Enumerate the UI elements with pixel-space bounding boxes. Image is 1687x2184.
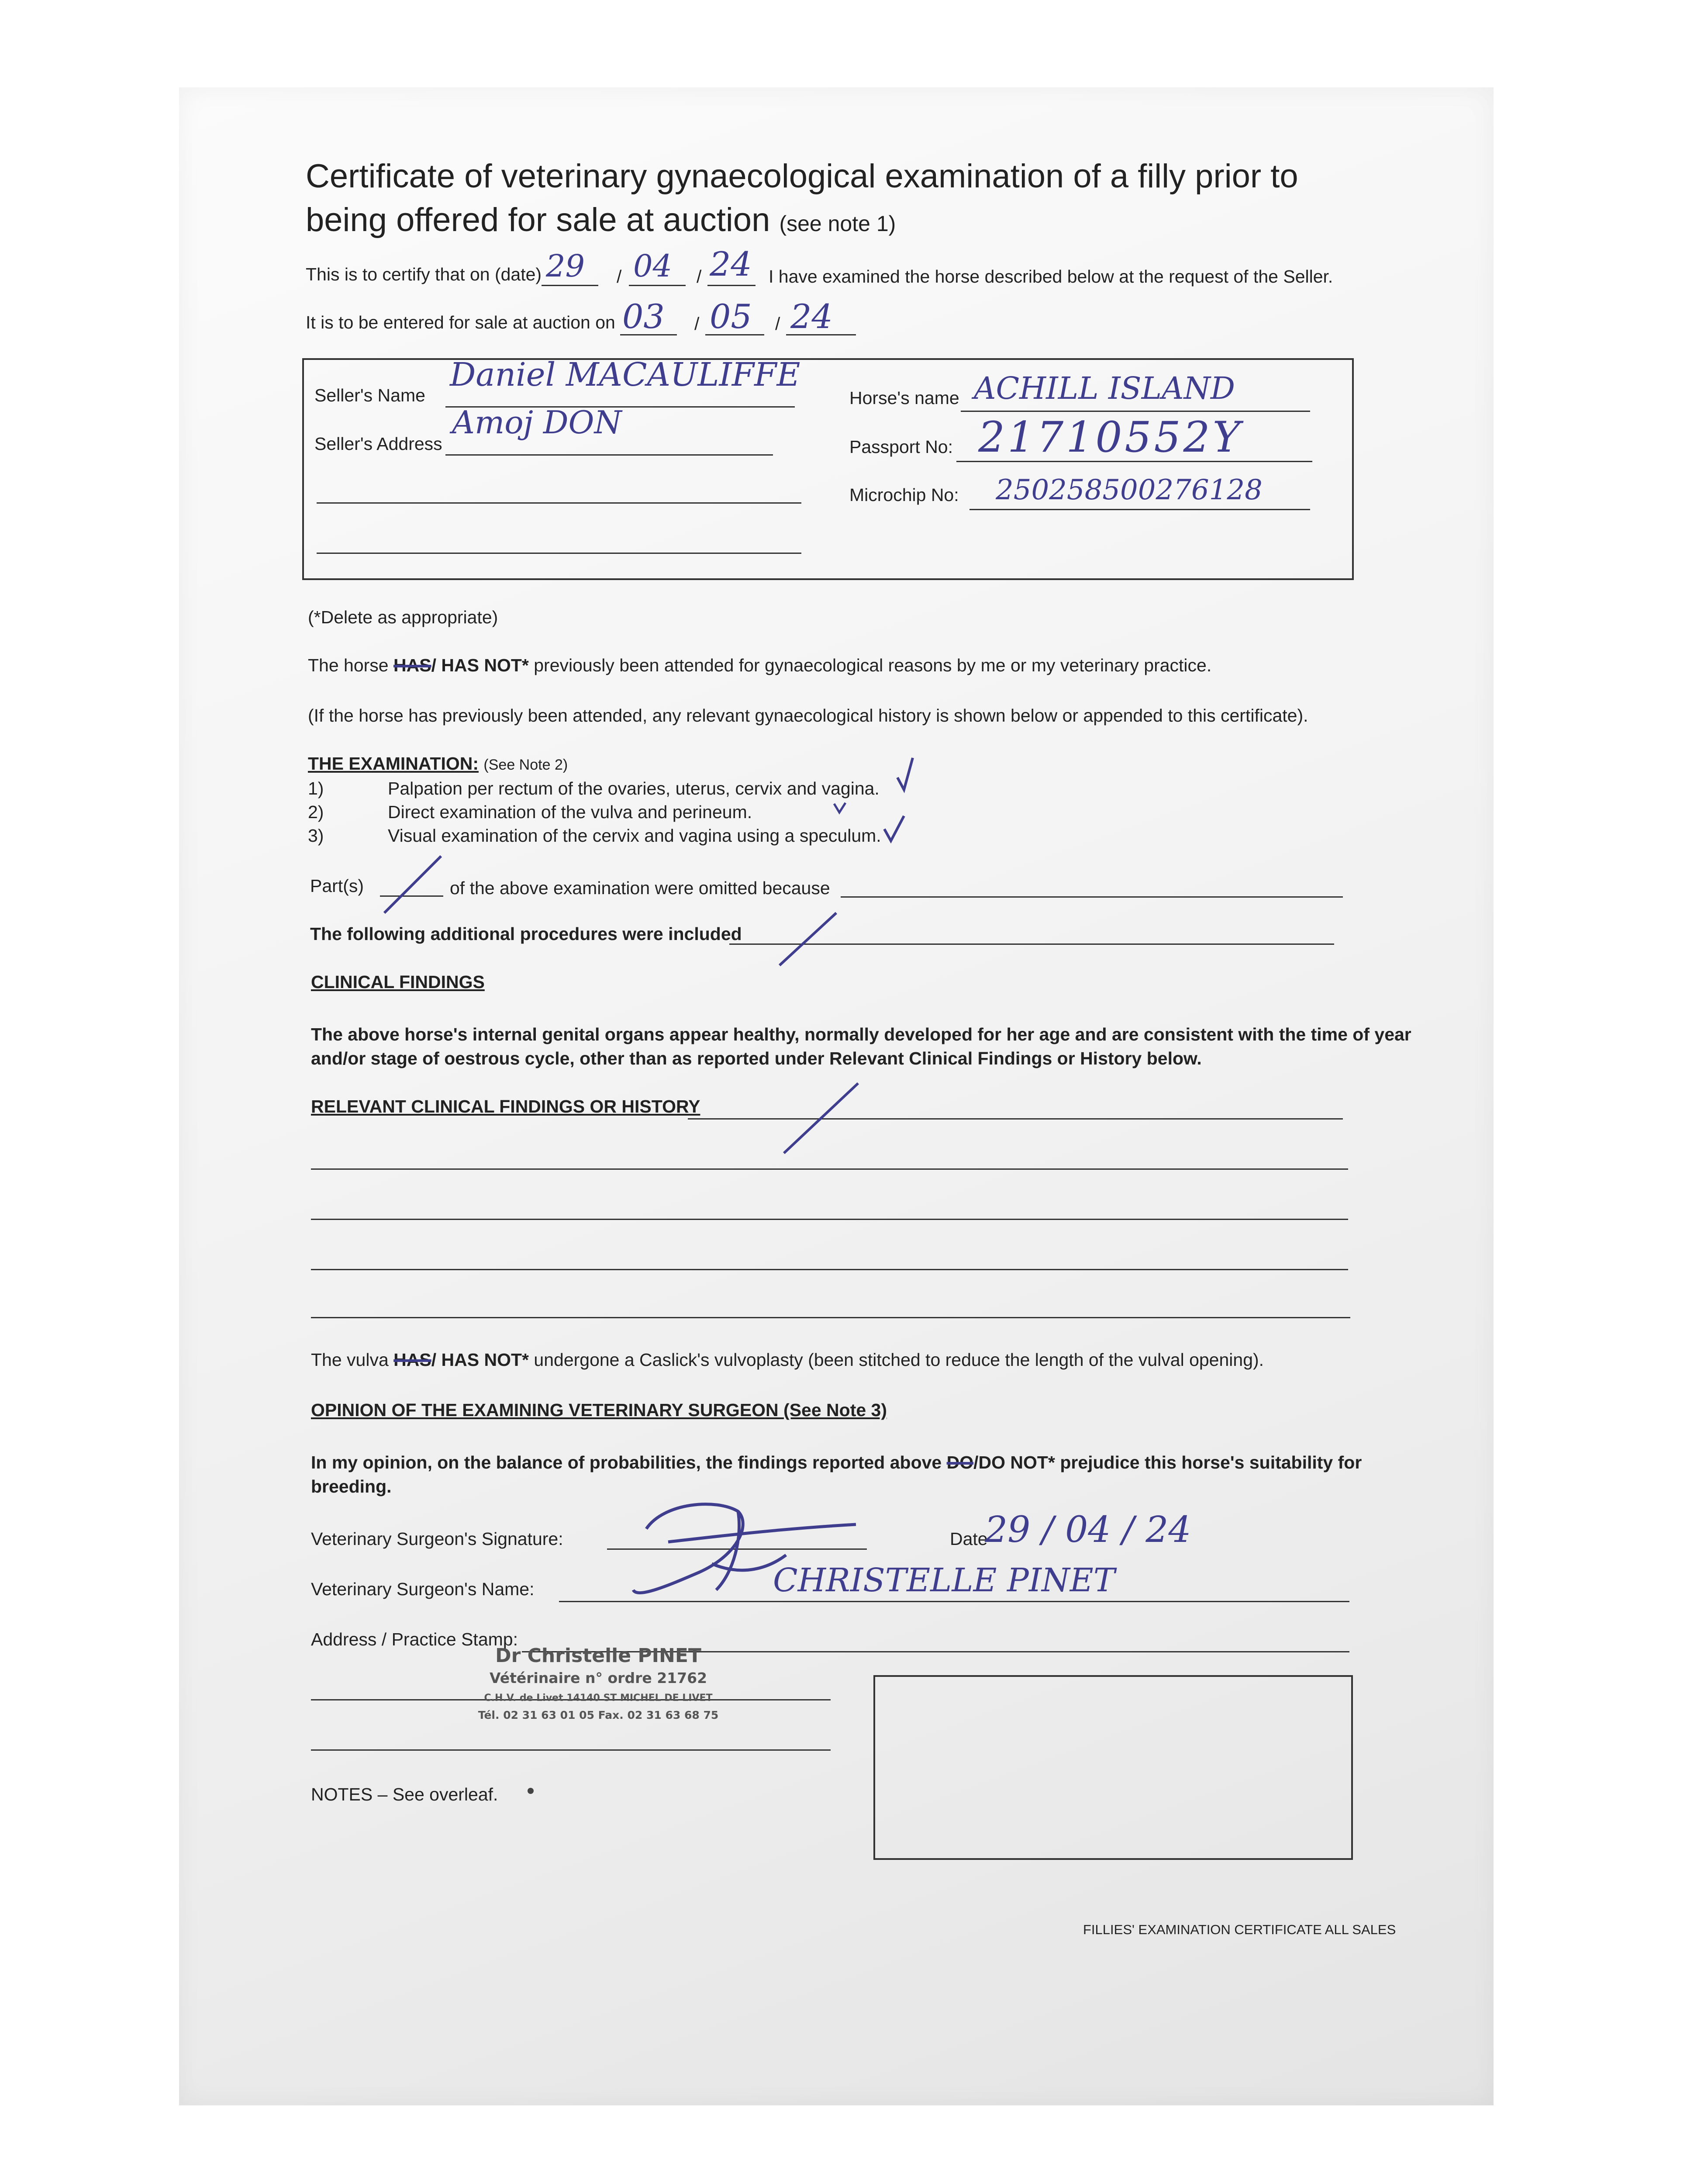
address-stamp-label: Address / Practice Stamp: (311, 1629, 518, 1649)
auction-year: 24 (790, 297, 833, 336)
vulva-has-not: / HAS NOT* (431, 1350, 529, 1370)
cert-date-year: 24 (710, 245, 752, 283)
history-note: (If the horse has previously been attended, any relevant gynaecological history is shown below or appended to this certificate). (308, 705, 1308, 726)
strike-slash-icon (780, 913, 836, 965)
parts-post: of the above examination were omitted because (450, 878, 830, 898)
auction-sep-2: / (775, 314, 780, 334)
horse-attended-pre: The horse (308, 655, 389, 675)
seller-name-label: Seller's Name (314, 385, 425, 405)
microchip-label: Microchip No: (849, 485, 959, 505)
exam-item-3-num: 3) (308, 826, 324, 846)
horse-attended-post: previously been attended for gynaecological reasons by me or my veterinary practice. (534, 655, 1212, 675)
auction-prefix: It is to be entered for sale at auction on (306, 312, 615, 332)
form-code: FILLIES' EXAMINATION CERTIFICATE ALL SALES (1083, 1922, 1396, 1937)
strike-slash-icon (784, 1083, 858, 1153)
certify-prefix: This is to certify that on (date) (306, 264, 542, 284)
opinion-heading: OPINION OF THE EXAMINING VETERINARY SURGEON (See Note 3) (311, 1400, 887, 1420)
parts-pre: Part(s) (310, 876, 364, 896)
exam-item-3-text: Visual examination of the cervix and vagina using a speculum. (388, 826, 881, 846)
tick-icon (884, 816, 904, 841)
delete-note: (*Delete as appropriate) (308, 607, 498, 627)
auction-day: 03 (622, 297, 665, 336)
surgeon-name-value[interactable]: CHRISTELLE PINET (773, 1562, 1115, 1599)
signature-scribble-icon (633, 1504, 856, 1593)
sig-date-value[interactable]: 29 / 04 / 24 (985, 1509, 1191, 1551)
relevant-heading: RELEVANT CLINICAL FINDINGS OR HISTORY (311, 1096, 700, 1116)
title-note: (see note 1) (779, 211, 896, 236)
vulva-post: undergone a Caslick's vulvoplasty (been stitched to reduce the length of the vulval opening). (534, 1350, 1264, 1370)
opinion-pre: In my opinion, on the balance of probabilities, the findings reported above (311, 1452, 942, 1472)
ink-dot-icon (528, 1788, 534, 1794)
exam-heading: THE EXAMINATION: (308, 753, 479, 774)
tick-icon (897, 758, 913, 790)
cert-sep-1: / (617, 266, 622, 287)
vulva-pre: The vulva (311, 1350, 389, 1370)
title-line-1: Certificate of veterinary gynaecological examination of a filly prior to (306, 158, 1298, 195)
microchip-value[interactable]: 250258500276128 (996, 474, 1263, 506)
cert-date-day: 29 (546, 248, 585, 284)
stamp-line-4: Tél. 02 31 63 01 05 Fax. 02 31 63 68 75 (478, 1709, 719, 1721)
exam-item-1-text: Palpation per rectum of the ovaries, uterus, cervix and vagina. (388, 778, 880, 798)
exam-note: (See Note 2) (483, 757, 568, 773)
notes-label: NOTES – See overleaf. (311, 1784, 498, 1804)
auction-sep-1: / (694, 314, 700, 334)
seller-name-value[interactable]: Daniel MACAULIFFE (450, 356, 800, 394)
clinical-heading: CLINICAL FINDINGS (311, 972, 485, 992)
horse-name-label: Horse's name (849, 388, 959, 408)
stamp-line-1: Dr Christelle PINET (495, 1645, 701, 1667)
sig-date-label: Date (950, 1529, 988, 1549)
has-not: / HAS NOT* (431, 655, 529, 675)
clinical-text-2: and/or stage of oestrous cycle, other than as reported under Relevant Clinical Findings or History below. (311, 1048, 1202, 1068)
signature-label: Veterinary Surgeon's Signature: (311, 1529, 563, 1549)
passport-value[interactable]: 21710552Y (978, 413, 1243, 462)
tick-icon (834, 803, 845, 812)
opinion-struck: DO (946, 1452, 974, 1472)
exam-item-1-num: 1) (308, 778, 324, 798)
stamp-line-2: Vétérinaire n° ordre 21762 (489, 1669, 707, 1686)
cert-date-month: 04 (633, 248, 673, 284)
title-main: being offered for sale at auction (306, 201, 770, 238)
seller-address-label: Seller's Address (314, 434, 442, 454)
cert-sep-2: / (697, 266, 702, 287)
seller-address-value[interactable]: Amoj DON (452, 404, 622, 441)
exam-item-2-num: 2) (308, 802, 324, 822)
strike-slash-icon (384, 856, 441, 913)
opinion-post: /DO NOT* prejudice this horse's suitability for (973, 1452, 1362, 1472)
opinion-line-2: breeding. (311, 1476, 392, 1496)
exam-item-2-text: Direct examination of the vulva and perineum. (388, 802, 752, 822)
horse-name-value[interactable]: ACHILL ISLAND (974, 370, 1235, 406)
stamp-line-3: C.H.V. de Livet 14140 ST MICHEL DE LIVET (484, 1693, 713, 1704)
certify-suffix: I have examined the horse described below at the request of the Seller. (769, 266, 1333, 287)
auction-month: 05 (710, 297, 752, 336)
additional-label: The following additional procedures were included (310, 924, 742, 944)
has-struck: HAS (393, 655, 431, 675)
surgeon-name-label: Veterinary Surgeon's Name: (311, 1579, 535, 1599)
vulva-has-struck: HAS (393, 1350, 431, 1370)
passport-label: Passport No: (849, 437, 953, 457)
clinical-text-1: The above horse's internal genital organs appear healthy, normally developed for her age and are consistent with the time of year (311, 1024, 1411, 1044)
